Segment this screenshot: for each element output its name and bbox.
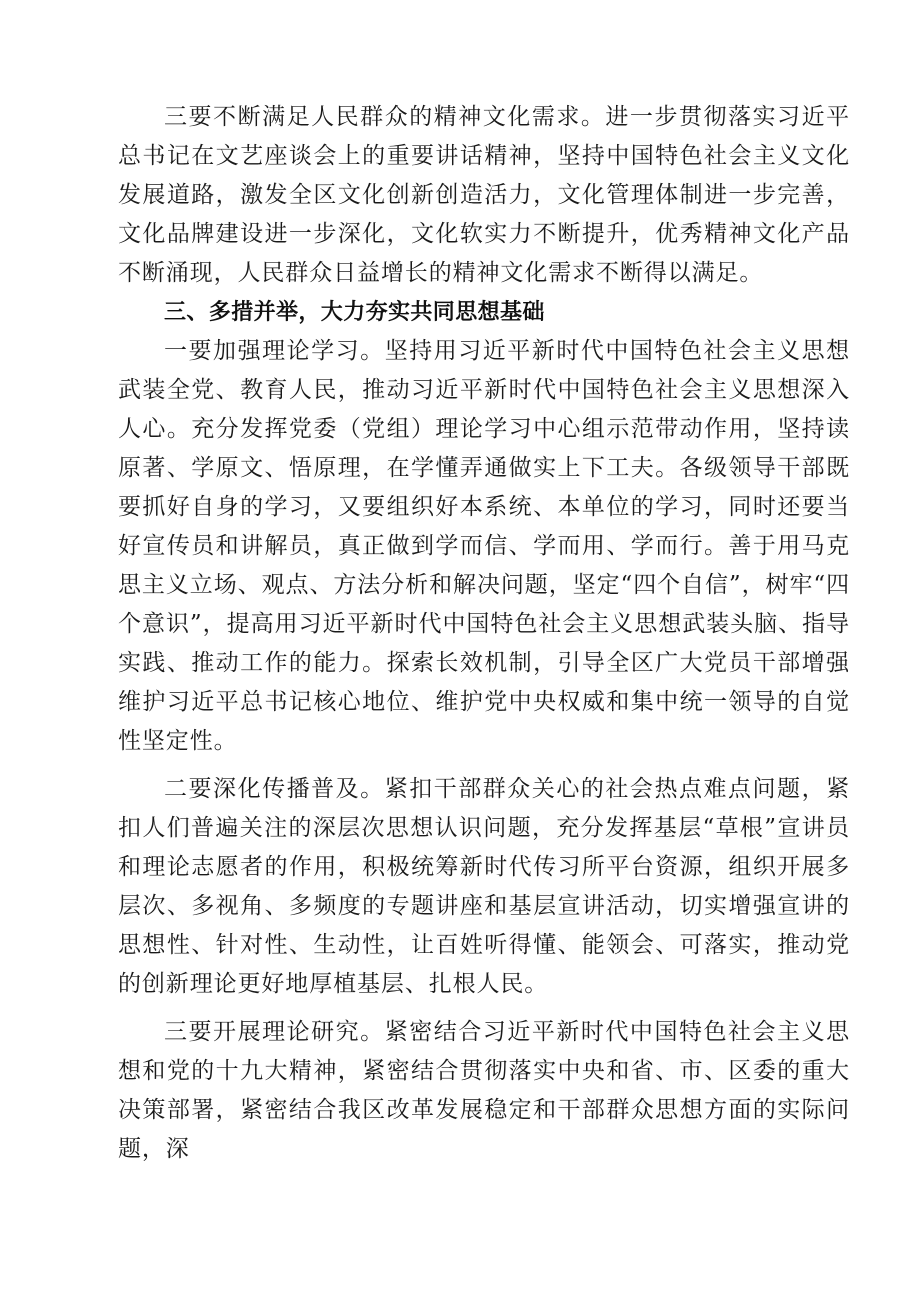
section-heading-three: 三、多措并举，大力夯实共同思想基础 [164,300,545,325]
paragraph-cultural-needs: 三要不断满足人民群众的精神文化需求。进一步贯彻落实习近平总书记在文艺座谈会上的重要讲话精神，坚持中国特色社会主义文化发展道路，激发全区文化创新创造活力，文化管理体制进一步完善，文化品牌建设进一步深化，文化软实力不断提升，优秀精神文化产品不断涌现，人民群众日益增长的精神文化需求不断得以满足。 [118,104,850,286]
paragraph-theory-study: 一要加强理论学习。坚持用习近平新时代中国特色社会主义思想武装全党、教育人民，推动习近平新时代中国特色社会主义思想深入人心。充分发挥党委（党组）理论学习中心组示范带动作用，坚持读原著、学原文、悟原理，在学懂弄通做实上下工夫。各级领导干部既要抓好自身的学习，又要组织好本系统、本单位的学习，同时还要当好宣传员和讲解员，真正做到学而信、学而用、学而行。善于用马克思主义立场、观点、方法分析和解决问题，坚定“四个自信”，树牢“四个意识”，提高用习近平新时代中国特色社会主义思想武装头脑、指导实践、推动工作的能力。探索长效机制，引导全区广大党员干部增强维护习近平总书记核心地位、维护党中央权威和集中统一领导的自觉性坚定性。 [118,338,850,754]
paragraph-dissemination: 二要深化传播普及。紧扣干部群众关心的社会热点难点问题，紧扣人们普遍关注的深层次思想认识问题，充分发挥基层“草根”宣讲员和理论志愿者的作用，积极统筹新时代传习所平台资源，组织开展多层次、多视角、多频度的专题讲座和基层宣讲活动，切实增强宣讲的思想性、针对性、生动性，让百姓听得懂、能领会、可落实，推动党的创新理论更好地厚植基层、扎根人民。 [118,776,850,997]
paragraph-theory-research: 三要开展理论研究。紧密结合习近平新时代中国特色社会主义思想和党的十九大精神，紧密结合贯彻落实中央和省、市、区委的重大决策部署，紧密结合我区改革发展稳定和干部群众思想方面的实际问题，深 [118,1019,850,1162]
document-body [118,98,850,1169]
